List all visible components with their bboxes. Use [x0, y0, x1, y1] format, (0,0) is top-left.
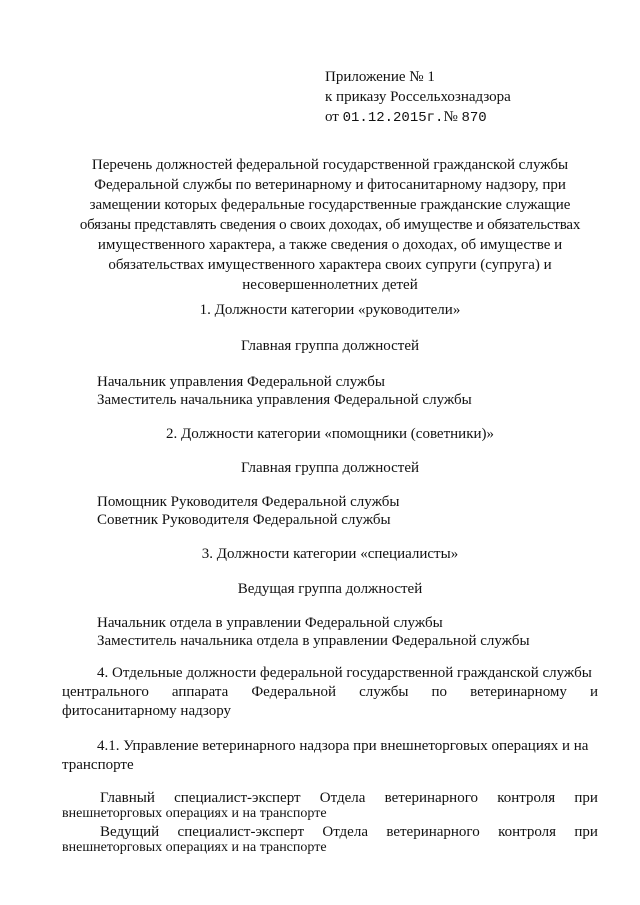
section-1-heading: 1. Должности категории «руководители» [199, 302, 461, 318]
position-entry-justified-line [100, 824, 598, 840]
section-2-heading: 2. Должности категории «помощники (советники)» [165, 426, 495, 442]
word: Главный [100, 790, 155, 806]
word: центрального [62, 684, 149, 700]
section-4-1-line: 4.1. Управление ветеринарного надзора при внешнеторговых операциях и на [97, 738, 589, 754]
appendix-header [325, 67, 511, 128]
word: ветеринарного [386, 824, 480, 840]
appendix-title: Приложение № 1 [325, 69, 435, 85]
position-item: Помощник Руководителя Федеральной службы [97, 494, 400, 510]
title-line: обязательствах имущественного характера своих супруги (супруга) и [108, 257, 552, 273]
section-4-line: фитосанитарному надзору [62, 703, 232, 719]
section-4 [62, 664, 598, 721]
position-item: Заместитель начальника управления Федеральной службы [97, 392, 472, 408]
word: ветеринарного [384, 790, 478, 806]
word: Отдела [322, 824, 368, 840]
word: специалист-эксперт [177, 824, 305, 840]
word: специалист-эксперт [174, 790, 301, 806]
position-item: Начальник управления Федеральной службы [97, 374, 385, 390]
section-1-group: Главная группа должностей [240, 338, 420, 354]
section-3-group: Ведущая группа должностей [237, 581, 423, 597]
section-3-heading: 3. Должности категории «специалисты» [201, 546, 459, 562]
position-item: Начальник отдела в управлении Федеральной службы [97, 615, 443, 631]
position-entry [62, 824, 598, 856]
word: по [431, 684, 448, 700]
title-line: замещении которых федеральные государственные гражданские служащие [89, 197, 571, 213]
word: при [574, 824, 598, 840]
order-number: 870 [461, 110, 487, 126]
word: Ведущий [100, 824, 160, 840]
word: контроля [497, 790, 556, 806]
title-line: Федеральной службы по ветеринарному и фитосанитарному надзору, при [94, 177, 566, 193]
title-line: несовершеннолетних детей [242, 277, 418, 293]
position-entry-continuation: внешнеторговых операциях и на транспорте [62, 806, 327, 821]
section-2-group: Главная группа должностей [240, 460, 420, 476]
order-date: 01.12.2015г. [342, 110, 444, 126]
position-entry-justified-line [100, 790, 598, 806]
section-4-1-line: транспорте [62, 757, 134, 773]
word: ветеринарному [470, 684, 567, 700]
appendix-date-line [325, 107, 511, 128]
position-entry-continuation: внешнеторговых операциях и на транспорте [62, 840, 327, 855]
section-4-line: 4. Отдельные должности федеральной государственной гражданской службы [97, 665, 592, 681]
section-4-1 [62, 737, 598, 775]
word: при [574, 790, 598, 806]
title-line: Перечень должностей федеральной государственной гражданской службы [91, 157, 569, 173]
title-line: имущественного характера, а также сведения о доходах, об имуществе и [97, 237, 563, 253]
position-entry [62, 790, 598, 822]
position-item: Заместитель начальника отдела в управлении Федеральной службы [97, 633, 530, 649]
word: аппарата [171, 684, 229, 700]
word: контроля [498, 824, 557, 840]
title-line: обязаны представлять сведения о своих доходах, об имуществе и обязательствах [79, 217, 581, 233]
date-prefix: от [325, 109, 339, 125]
appendix-order-ref: к приказу Россельхознадзора [325, 89, 511, 105]
word: и [589, 684, 598, 700]
section-4-justified-line [62, 683, 598, 702]
position-item: Советник Руководителя Федеральной службы [97, 512, 391, 528]
document-title [62, 155, 598, 295]
word: Отдела [319, 790, 366, 806]
word: Федеральной [251, 684, 337, 700]
number-sign: № [443, 109, 458, 125]
word: службы [359, 684, 409, 700]
